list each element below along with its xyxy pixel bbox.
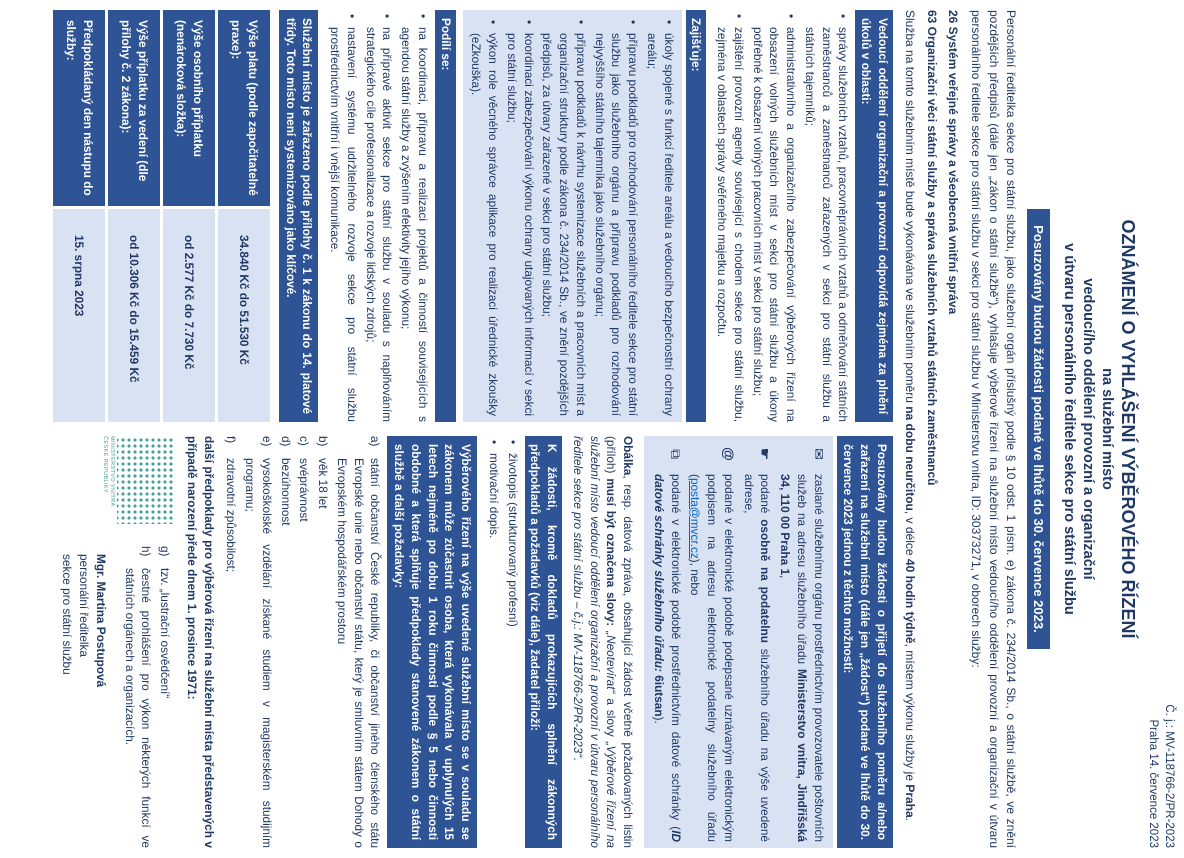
list-item: • výkon role věcného správce aplikace pro realizaci úřednické zkoušky (eZkouška). bbox=[468, 16, 502, 416]
signer-unit: sekce pro státní službu bbox=[59, 554, 74, 675]
requirement-item: h) čestné prohlášení pro výkon některých funkcí ve státních orgánech a organizacích. bbox=[122, 546, 154, 848]
place-and-date: Praha 14. července 2023 bbox=[1147, 719, 1160, 848]
salary-label: Výše platu (podle započitatelné praxe): bbox=[218, 10, 270, 206]
submission-option-email: @ podané v elektronické podobě podepsané uznávaným elektronickým podpisem na adresu elektronické podatelny služebního úřadu (posta@mvcr.cz), nebo bbox=[687, 442, 737, 842]
submission-options-panel bbox=[644, 436, 833, 848]
list-item: • zajištění provozní agendy související s chodem sekce pro státní službu, zejména v oblastech správy svěřeného majetku a rozpočtu. bbox=[713, 10, 747, 422]
submission-option-post: ✉ zaslané služebnímu orgánu prostřednictvím provozovatele poštovních služeb na adresu služebního úřadu Ministerstvo vnitra, Jindřišská 34, 110 00 Praha 1, bbox=[776, 442, 826, 842]
title-line-3: vedoucí/ho oddělení provozní a organizační bbox=[1079, 278, 1096, 580]
service-field-63: 63 Organizační věci státní služby a správa služebních vztahů státních zaměstnanců bbox=[924, 10, 939, 486]
logo-caption: MINISTERSTVO VNITRA ČESKÉ REPUBLIKY bbox=[101, 436, 116, 507]
ensures-panel bbox=[463, 10, 682, 422]
eligibility-block: Výběrového řízení na výše uvedené služební místo se v souladu se zákonem může zúčastnit osoba, která vykonávala v uplynulých 15 letech nejméně po dobu 1 roku činnosti podle § 5 nebo činnosti obdobné a která splňuje předpoklady stanovené zákonem o státní službě a další požadavky: bbox=[387, 436, 477, 848]
list-item: • administrativního a organizačního zabezpečování výběrových řízení na obsazení volných služebních míst v sekci pro státní službu a úkony potřebné k obsazení volných pracovních míst v sekci pro státní službu; bbox=[749, 10, 799, 422]
requirement-item: c) svéprávnost bbox=[297, 436, 312, 522]
salary-value: 15. srpna 2023 bbox=[53, 209, 105, 422]
document-header bbox=[1145, 10, 1176, 848]
extra-requirements-heading: další předpoklady pro výběrová řízení na služební místa představených v případě narození přede dnem 1. prosince 1971: bbox=[184, 436, 216, 848]
title-line-1: OZNÁMENÍ O VYHLÁŠENÍ VÝBĚROVÉHO ŘÍZENÍ bbox=[1117, 219, 1138, 639]
list-item: • motivační dopis. bbox=[485, 436, 502, 848]
left-column bbox=[53, 10, 893, 422]
requirement-item: a) státní občanství České republiky, či občanství jiného členského státu Evropské unie nebo občanství státu, který je smluvním státem Dohody o Evropském hospodářském prostoru bbox=[334, 436, 383, 848]
title-line-4: v útvaru personálního ředitele sekce pro státní službu bbox=[1060, 243, 1077, 615]
salary-label: Výše osobního příplatku (nenároková složka): bbox=[163, 10, 215, 206]
requirement-item: g) tzv. „lustrační osvědčení“ bbox=[158, 546, 173, 699]
extra-requirements-and-signature bbox=[58, 546, 176, 848]
list-item: • na koordinaci, přípravu a realizaci projektů a činností souvisejících s agendou státní služby a zvýšením efektivity jejího výkonu; bbox=[397, 10, 431, 422]
hand-icon: ☛ bbox=[757, 447, 774, 461]
service-terms-line: Služba na tomto služebním místě bude vykonávána ve služebním poměru na dobu neurčitou, v délce 40 hodin týdně, místem výkonu služby je Praha. bbox=[902, 10, 917, 822]
reference-number: Č. j.: MV-118766-2/PR-2023 bbox=[1163, 704, 1175, 848]
signer-role: personální ředitelka bbox=[76, 554, 91, 657]
signature-row bbox=[58, 436, 176, 848]
data-box-icon: ⧉ bbox=[667, 449, 684, 459]
ministry-logo bbox=[101, 436, 175, 532]
signer-name: Mgr. Martina Postupová bbox=[93, 554, 108, 688]
participates-header-bar: Podílí se: bbox=[435, 10, 456, 422]
salary-label: Předpokládaný den nástupu do služby: bbox=[53, 10, 105, 206]
requirement-item: e) vysokoškolské vzdělání získané studiem v magisterském studijním programu; bbox=[243, 436, 274, 848]
list-item: • koordinaci zabezpečování výkonu ochrany utajovaných informací v sekci pro státní službu; bbox=[503, 16, 537, 416]
envelope-icon: ✉ bbox=[810, 448, 827, 460]
duties-header-bar: Vedoucí oddělení organizační a provozní odpovídá zejména za plnění úkolů v oblasti: bbox=[855, 10, 893, 422]
intro-paragraph: Personální ředitelka sekce pro státní službu, jako služební orgán příslušný podle § 10 odst. 1 písm. e) zákona č. 234/2014 Sb., o státní službě, ve znění pozdějších předpisů (dále jen „zákon o státní službě“), vyhlašuje výběrové řízení na služební místo vedoucí/ho oddělení provozní a organizační v útvaru personálního ředitele sekce pro státní službu v sekci pro státní službu v Ministerstvu vnitra, ID: 30373271, v oborech služby: bbox=[969, 10, 1019, 848]
list-item: • životopis (strukturovaný profesní) bbox=[504, 436, 521, 848]
salary-value: 34.840 Kč do 51.530 Kč bbox=[218, 209, 270, 422]
salary-table bbox=[53, 10, 270, 422]
right-column bbox=[58, 436, 893, 848]
deadline-banner: Posuzovány budou žádosti podané ve lhůtě do 30. července 2023. bbox=[1027, 209, 1050, 648]
at-icon: @ bbox=[720, 447, 737, 461]
signature-block bbox=[58, 546, 109, 848]
requirement-item: b) věk 18 let bbox=[316, 436, 331, 509]
ensures-header-bar: Zajišťuje: bbox=[686, 10, 707, 422]
application-deadline-block: Posuzovány budou žádosti o přijetí do služebního poměru a/nebo zařazení na služební místo (dále jen „žádost“) podané ve lhůtě do 30. července 2023 jednou z těchto možností: bbox=[837, 436, 893, 848]
envelope-labeling-note: Obálka, resp. datová zpráva, obsahující žádost včetně požadovaných listin (příloh) musí být označena slovy: „Neotevírat“ a slovy „Výběrové řízení na služební místo vedoucí oddělení organizační a provozní v útvaru personálního ředitele sekce pro státní službu – č.j.: MV-118766-2/PR-2023“. bbox=[570, 436, 636, 848]
ministry-logo-icon bbox=[117, 436, 175, 524]
list-item: • na přípravě aktivit sekce pro státní službu v souladu s naplňováním strategického cíle profesionalizace a rozvoje lidských zdrojů; bbox=[362, 10, 396, 422]
requirement-item: f) zdravotní způsobilost; bbox=[224, 436, 239, 573]
pay-grade-note: Služební místo je zařazeno podle přílohy č. 1 k zákonu do 14. platové třídy. Toto místo není systemizováno jako klíčové. bbox=[279, 10, 319, 422]
submission-option-in-person: ☛ podané osobně na podatelnu služebního úřadu na výše uvedené adrese, bbox=[740, 442, 774, 842]
attachments-header-bar: K žádosti, kromě dokladů prokazujících splnění zákonných předpokladů a požadavků (viz dále), žadatel přiloží: bbox=[525, 436, 563, 848]
requirement-item: d) bezúhonnost bbox=[278, 436, 293, 526]
list-item: • přípravu podkladů pro rozhodování personálního ředitele sekce pro státní službu jako služebního orgánu a přípravu podkladů pro rozhodování nejvyššího státního tajemníka jako služebního orgánu; bbox=[591, 16, 641, 416]
service-field-26: 26 Systém veřejné správy a všeobecná vnitřní správa bbox=[945, 10, 960, 315]
page-title bbox=[1059, 10, 1139, 848]
salary-value: od 10.306 Kč do 15.459 Kč bbox=[108, 209, 160, 422]
title-line-2: na služební místo bbox=[1098, 368, 1115, 490]
email-link[interactable]: posta@mvcr.cz bbox=[688, 477, 703, 559]
salary-label: Výše příplatku za vedení (dle přílohy č. 2 zákona): bbox=[108, 10, 160, 206]
two-column-body bbox=[53, 10, 893, 848]
list-item: • správy služebních vztahů, pracovněprávních vztahů a odměňování státních zaměstnanců a zaměstnanců zařazených v sekci pro státní službu a státních tajemníků; bbox=[801, 10, 851, 422]
list-item: • přípravu podkladů k návrhu systemizace služebních a pracovních míst a organizační struktury podle zákona č. 234/2014 Sb., ve znění pozdějších předpisů, za útvary zařazené v sekci pro státní službu; bbox=[539, 16, 589, 416]
submission-option-databox: ⧉ podané v elektronické podobě prostřednictvím datové schránky (ID datové schránky služebního úřadu: 6iutsan). bbox=[650, 442, 684, 842]
salary-value: od 2.577 Kč do 7.730 Kč bbox=[163, 209, 215, 422]
list-item: • úkoly spojené s funkcí ředitele areálu a vedoucího bezpečnostní ochrany areálu; bbox=[643, 16, 677, 416]
list-item: • nastavení systému udržitelného rozvoje sekce pro státní službu prostřednictvím vnitřní i vnější komunikace. bbox=[326, 10, 360, 422]
